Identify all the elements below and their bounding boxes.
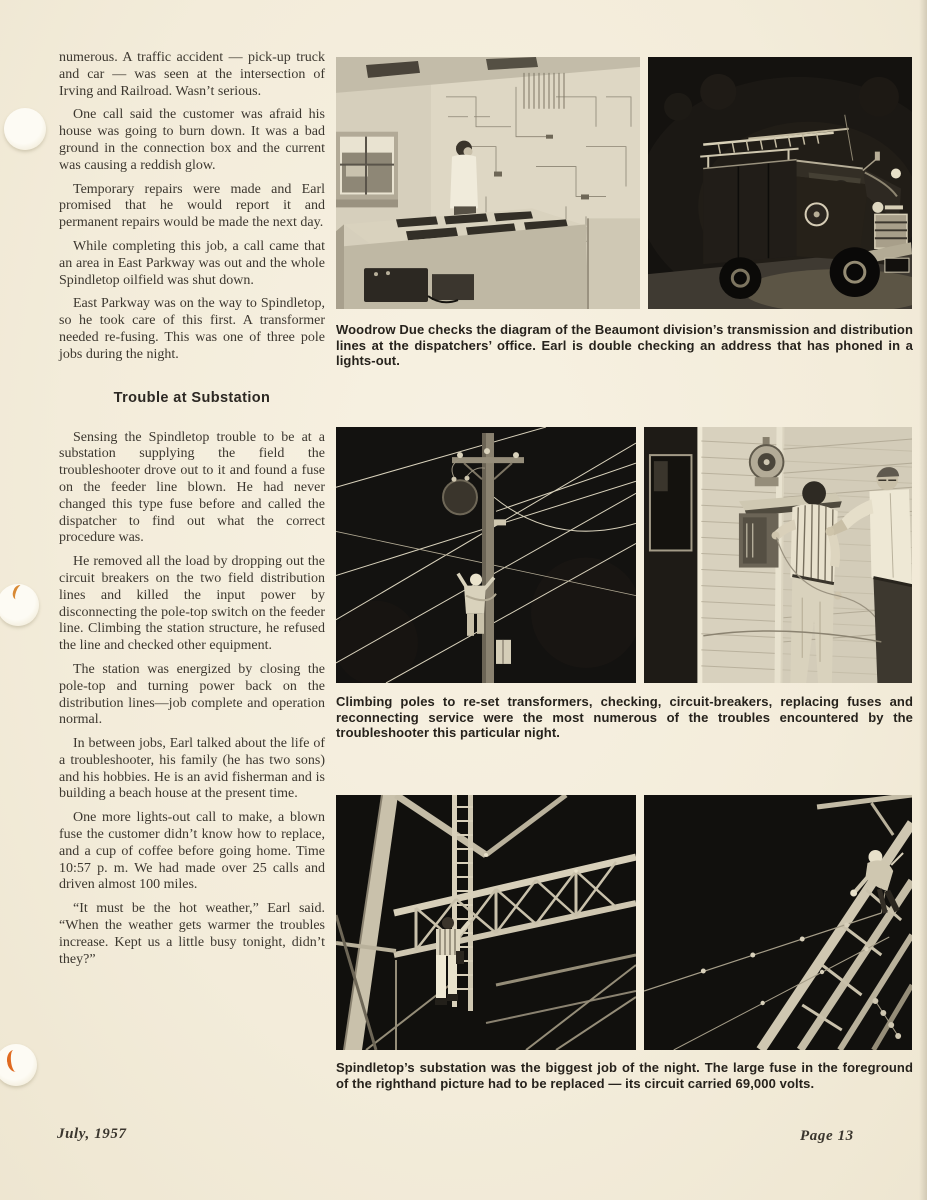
photo-pole-climb: [336, 427, 636, 683]
body-paragraph: In between jobs, Earl talked about the life of a troubleshooter, his family (he has two sons) and his hobbies. He is an avid fisherman and is building a beach house at the present time.: [59, 736, 325, 802]
page-edge-shadow: [919, 0, 927, 1200]
paragraphs-after-heading: [59, 430, 325, 969]
body-paragraph: Temporary repairs were made and Earl promised that he would report it and permanent repairs would be made the next day.: [59, 181, 325, 231]
body-paragraph: numerous. A traffic accident — pick-up truck and car — was seen at the intersection of Irving and Railroad. Wasn’t serious.: [59, 50, 325, 99]
photo-meter-check: [644, 427, 912, 683]
punch-hole: [4, 108, 46, 150]
body-paragraph: East Parkway was on the way to Spindletop, so he took care of this first. A transformer needed re-fusing. This was one of three pole jobs during the night.: [59, 296, 325, 362]
body-paragraph: Sensing the Spindletop trouble to be at a substation supplying the field the troubleshooter drove out to it and found a fuse on the feeder line blown. He had never changed this type fuse before and called the dispatcher to find out what the correct procedure was.: [59, 429, 325, 546]
body-paragraph: One call said the customer was afraid his house was going to burn down. It was a bad ground in the connection box and the current was causing a reddish glow.: [59, 107, 325, 173]
photo-substation-ladder: [336, 795, 636, 1050]
photo-line-truck: [648, 57, 912, 309]
photo-row-pole-and-meter: [336, 427, 912, 683]
body-paragraph: While completing this job, a call came that an area in East Parkway was out and the whole Spindletop oilfield was shut down.: [59, 238, 325, 288]
caption-substation: Spindletop’s substation was the biggest job of the night. The large fuse in the foreground of the righthand picture had to be replaced — its circuit carried 69,000 volts.: [336, 1060, 913, 1091]
paragraphs-before-heading: [59, 50, 325, 364]
body-paragraph: One more lights-out call to make, a blown fuse the customer didn’t know how to replace, and a cup of coffee before going home. Time 10:57 p. m. We had made over 25 calls and driven almost 100 miles.: [59, 810, 325, 893]
photo-substation-girders: [644, 795, 912, 1050]
body-paragraph: “It must be the hot weather,” Earl said. “When the weather gets warmer the troubles increase. Kept us a little busy tonight, didn’t they?”: [59, 901, 325, 967]
article-column: [59, 50, 325, 975]
photo-row-substation: [336, 795, 912, 1050]
section-heading: Trouble at Substation: [113, 389, 271, 406]
photo-row-dispatch-and-truck: [336, 57, 912, 309]
caption-dispatch-and-truck: Woodrow Due checks the diagram of the Beaumont division’s transmission and distribution lines at the dispatchers’ office. Earl is double checking an address that has phoned in a lights-out.: [336, 322, 913, 369]
body-paragraph: The station was energized by closing the pole-top and turning power back on the distribution lines—job complete and operation normal.: [59, 661, 325, 728]
caption-pole-and-meter: Climbing poles to re-set transformers, checking, circuit-breakers, replacing fuses and reconnecting service were the most numerous of the troubles encountered by the troubleshooter this particular night.: [336, 694, 913, 741]
photo-dispatch-office: [336, 57, 640, 309]
body-paragraph: He removed all the load by dropping out the circuit breakers on the two field distribution lines and killed the input power by disconnecting the pole-top switch on the feeder line. Climbing the station structure, he refused the line and checked other equipment.: [59, 554, 325, 654]
footer-issue-date: July, 1957: [57, 1126, 127, 1142]
footer-page-number: Page 13: [800, 1128, 854, 1144]
